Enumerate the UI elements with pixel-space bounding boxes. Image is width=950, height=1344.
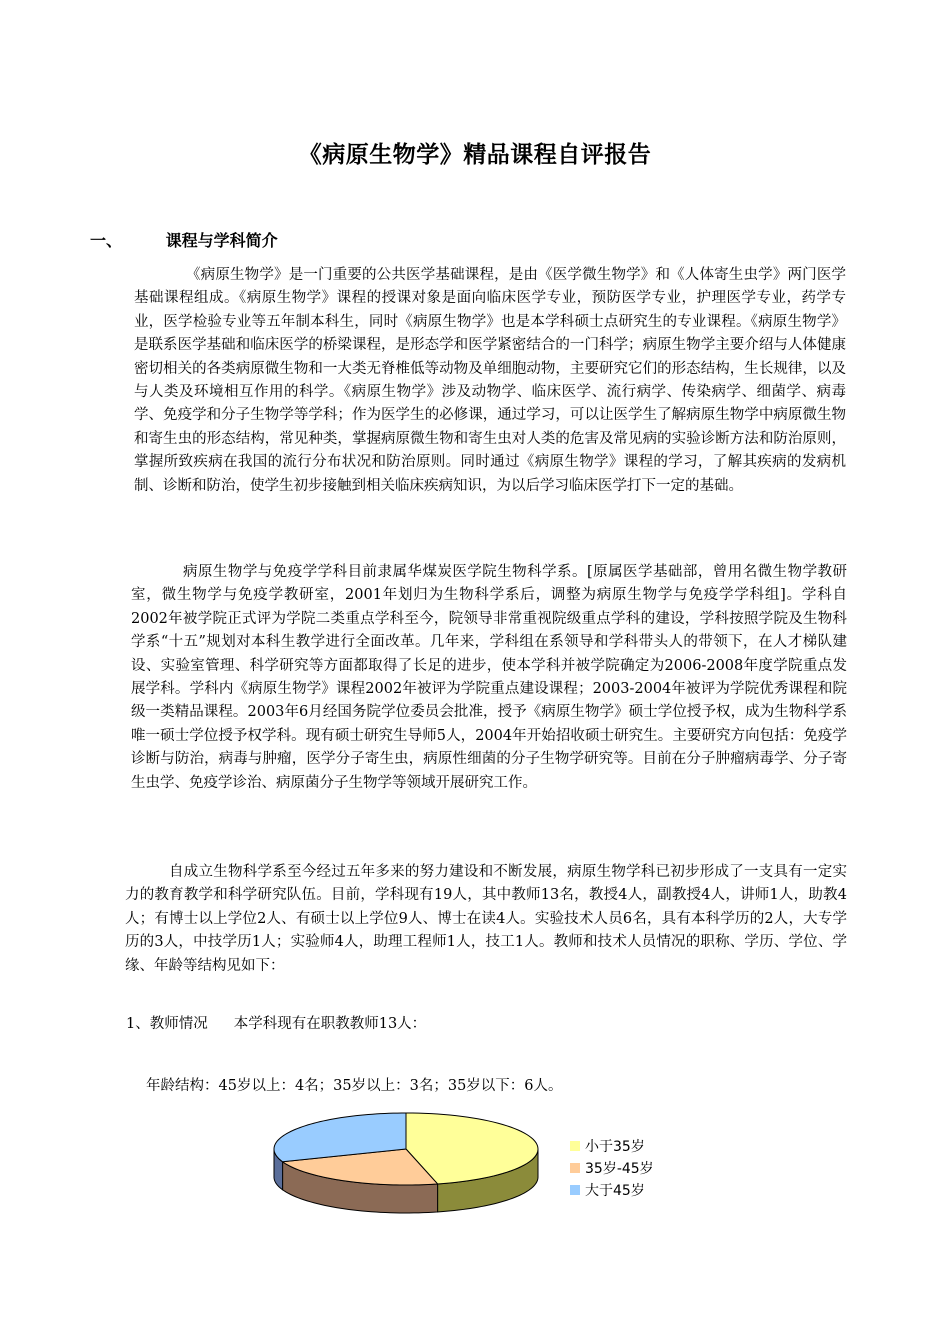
teacher-text: 本学科现有在职教教师13人： [233, 1016, 427, 1032]
paragraph-team-intro: 自成立生物科学系至今经过五年多来的努力建设和不断发展，病原生物学科已初步形成了一支具有一定实力的教育教学和科学研究队伍。目前，学科现有19人，其中教师13名，教授4人，副教授4人，讲师1人，助教4人；有博士以上学位2人、有硕士以上学位9人、博士在读4人。实验技术人员6名，具有本科学历的2人，大专学历的3人，中技学历1人；实验师4人，助理工程师1人，技工1人。教师和技术人员情况的职称、学历、学位、学缘、年龄等结构见如下： [125, 864, 847, 974]
legend-swatch-1 [570, 1141, 580, 1151]
teacher-line [126, 1012, 426, 1033]
section-number: 一、 [90, 231, 123, 250]
page-title: 《病原生物学》精品课程自评报告 [298, 142, 652, 168]
section-heading [90, 228, 278, 251]
section-label: 课程与学科简介 [165, 231, 278, 250]
age-pie-chart [260, 1105, 680, 1225]
legend-swatch-2 [570, 1163, 580, 1173]
legend-label-1: 小于35岁 [585, 1139, 645, 1155]
paragraph-course-intro: 《病原生物学》是一门重要的公共医学基础课程，是由《医学微生物学》和《人体寄生虫学》两门医学基础课程组成。《病原生物学》课程的授课对象是面向临床医学专业，预防医学专业，护理医学专业，药学专业，医学检验专业等五年制本科生，同时《病原生物学》也是本学科硕士点研究生的专业课程。《病原生物学》是联系医学基础和临床医学的桥梁课程，是形态学和医学紧密结合的一门科学；病原生物学主要介绍与人体健康密切相关的各类病原微生物和一大类无脊椎低等动物及单细胞动物，主要研究它们的形态结构，生长规律，以及与人类及环境相互作用的科学。《病原生物学》涉及动物学、临床医学、流行病学、传染病学、细菌学、病毒学、免疫学和分子生物学等学科；作为医学生的必修课，通过学习，可以让医学生了解病原生物学中病原微生物和寄生虫的形态结构，常见种类，掌握病原微生物和寄生虫对人类的危害及常见病的实验诊断方法和防治原则，掌握所致疾病在我国的流行分布状况和防治原则。同时通过《病原生物学》课程的学习，了解其疾病的发病机制、诊断和防治，使学生初步接触到相关临床疾病知识，为以后学习临床医学打下一定的基础。 [134, 267, 846, 494]
pie-tops [274, 1113, 538, 1185]
legend-swatch-3 [570, 1185, 580, 1195]
age-structure-text: 年龄结构：45岁以上：4名；35岁以上：3名；35岁以下：6人。 [146, 1078, 563, 1094]
legend-label-3: 大于45岁 [585, 1183, 645, 1199]
teacher-label: 1、教师情况 [126, 1016, 208, 1032]
chart-legend [570, 1138, 654, 1199]
legend-label-2: 35岁-45岁 [585, 1161, 654, 1177]
paragraph-discipline-intro: 病原生物学与免疫学学科目前隶属华煤炭医学院生物科学系。[原属医学基础部，曾用名微生物学教研室，微生物学与免疫学教研室，2001年划归为生物科学系后，调整为病原生物学与免疫学学科组]。学科自2002年被学院正式评为学院二类重点学科至今，院领导非常重视院级重点学科的建设，学科按照学院及生物科学系“十五”规划对本科生教学进行全面改革。几年来，学科组在系领导和学科带头人的带领下，在人才梯队建设、实验室管理、科学研究等方面都取得了长足的进步，使本学科并被学院确定为2006-2008年度学院重点发展学科。学科内《病原生物学》课程2002年被评为学院重点建设课程；2003-2004年被评为学院优秀课程和院级一类精品课程。2003年6月经国务院学位委员会批准，授予《病原生物学》硕士学位授予权，成为生物科学系唯一硕士学位授予权学科。现有硕士研究生导师5人，2004年开始招收硕士研究生。主要研究方向包括：免疫学诊断与防治，病毒与肿瘤，医学分子寄生虫，病原性细菌的分子生物学研究等。目前在分子肿瘤病毒学、分子寄生虫学、免疫学诊治、病原菌分子生物学等领域开展研究工作。 [131, 564, 847, 791]
